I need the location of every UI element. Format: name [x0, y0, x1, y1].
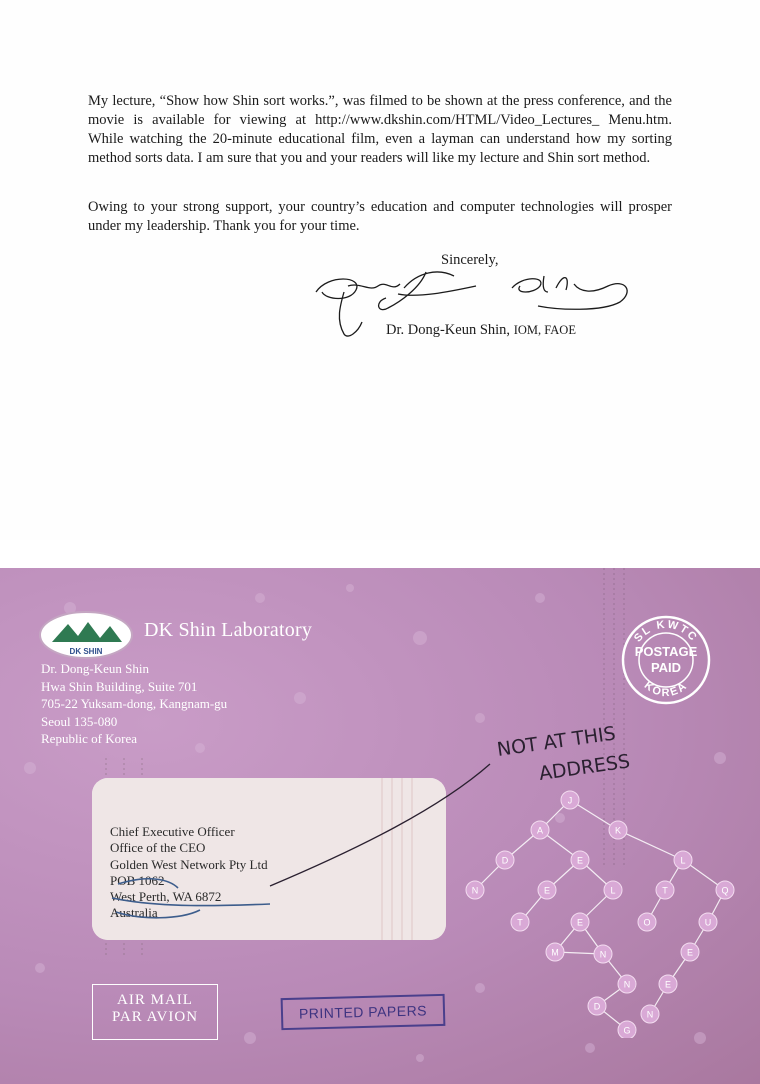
- tree-node-label: Q: [721, 885, 729, 896]
- airmail-line-1: AIR MAIL: [117, 992, 193, 1008]
- tree-node-label: L: [610, 885, 616, 896]
- tree-node-label: E: [686, 947, 694, 958]
- handwritten-note-line-2: ADDRESS: [537, 750, 632, 785]
- recipient-line: Office of the CEO: [110, 840, 206, 856]
- airmail-label: [92, 984, 218, 1040]
- stamp-ring-top: SL KWTC: [631, 618, 700, 645]
- tree-node-label: E: [576, 917, 584, 928]
- envelope: [0, 568, 760, 1084]
- sender-line: Hwa Shin Building, Suite 701: [41, 678, 198, 694]
- tree-node-label: E: [543, 885, 551, 896]
- letter-paragraph-2: Owing to your strong support, your country’s education and computer technologies will prosper under my leadership. Thank you for your time.: [88, 199, 672, 234]
- tree-node-label: E: [664, 979, 672, 990]
- signer-name: [386, 322, 576, 339]
- tree-node-label: A: [536, 825, 544, 836]
- recipient-line: Golden West Network Pty Ltd: [110, 856, 268, 872]
- stamp-line-postage: POSTAGE: [634, 644, 698, 659]
- tree-edge: [618, 830, 683, 860]
- stamp-line-paid: PAID: [650, 660, 682, 675]
- sender-line: Dr. Dong-Keun Shin: [41, 661, 149, 676]
- recipient-line: Australia: [110, 905, 158, 921]
- svg-text:SL KWTC: [632, 619, 700, 645]
- tree-node-label: N: [646, 1009, 654, 1020]
- recipient-line: Chief Executive Officer: [110, 824, 235, 839]
- signer-suffix: IOM, FAOE: [513, 323, 576, 337]
- tree-node-label: L: [680, 855, 686, 866]
- sender-line: 705-22 Yuksam-dong, Kangnam-gu: [41, 696, 228, 711]
- tree-node-label: D: [501, 855, 509, 866]
- lab-name: DK Shin Laboratory: [144, 619, 313, 641]
- tree-node-label: K: [614, 825, 622, 836]
- svg-text:KOREA: [642, 679, 691, 699]
- letter-paragraph-1: My lecture, “Show how Shin sort works.”, was filmed to be shown at the press conference, and the movie is available for viewing at http://www.dkshin.com/HTML/Video_Lectures_ Menu.htm. While watching the 20-minute educational film, even a layman can understand how my sorting method sorts data. I am sure that you and your readers will like my lecture and Shin sort method.: [88, 93, 672, 166]
- tree-node-label: D: [593, 1001, 601, 1012]
- tree-node-label: U: [704, 917, 712, 928]
- tree-node-label: T: [662, 885, 668, 896]
- tree-node-label: J: [567, 795, 573, 806]
- tree-node-label: M: [551, 947, 559, 958]
- recipient-line: POB 1062: [110, 872, 165, 888]
- address-window: [92, 778, 446, 940]
- airmail-line-2: PAR AVION: [111, 1009, 199, 1025]
- sender-line: Republic of Korea: [41, 731, 138, 746]
- tree-node-label: G: [623, 1025, 631, 1036]
- tree-node-label: N: [623, 979, 631, 990]
- tree-node-label: O: [643, 917, 651, 928]
- logo-text: DK SHIN: [69, 647, 103, 656]
- recipient-line: West Perth, WA 6872: [110, 889, 222, 905]
- handwritten-note-line-1: NOT AT THIS: [495, 722, 618, 761]
- page-gap: [0, 540, 760, 568]
- closing-text: Sincerely,: [441, 252, 499, 268]
- sender-line: Seoul 135-080: [41, 713, 118, 729]
- tree-node-label: T: [517, 917, 523, 928]
- printed-papers-stamp: PRINTED PAPERS: [281, 994, 446, 1030]
- tree-node-label: E: [576, 855, 584, 866]
- tree-node-label: N: [599, 949, 607, 960]
- sender-address: [41, 660, 227, 748]
- tree-node-label: N: [471, 885, 479, 896]
- signer-name-text: Dr. Dong-Keun Shin,: [386, 322, 514, 338]
- stamp-ring-bottom: KOREA: [641, 679, 691, 700]
- recipient-address: [110, 824, 268, 922]
- sort-tree-diagram: [455, 778, 755, 1038]
- dk-shin-logo-icon: [38, 610, 134, 660]
